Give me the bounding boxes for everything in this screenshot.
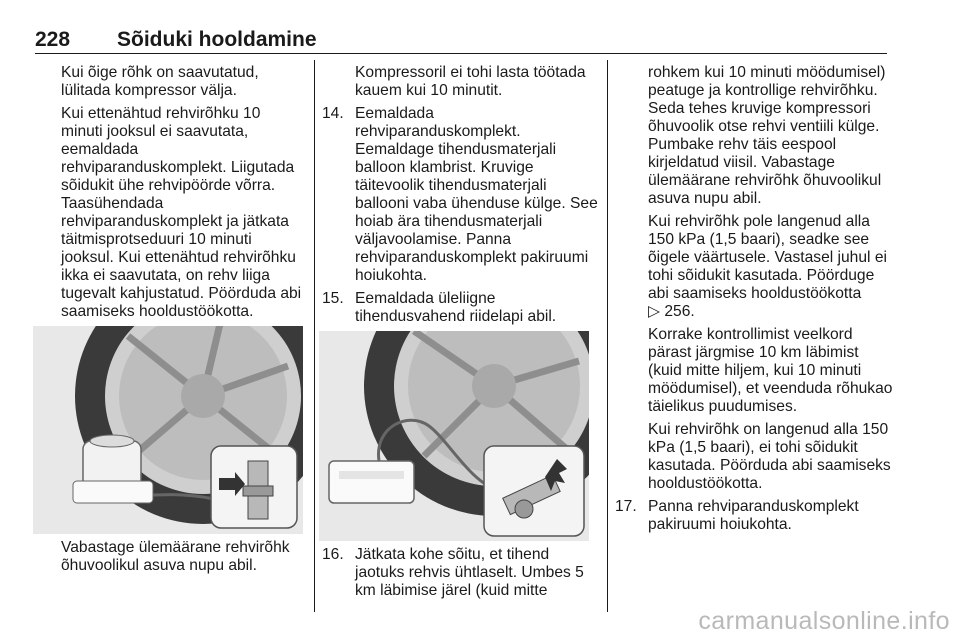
page-reference-link[interactable]: 256 [664, 303, 691, 320]
paragraph: Kui õige rõhk on saavutatud, lülitada kompressor välja. [61, 64, 259, 99]
paragraph: Vabastage ülemäärane rehvirõhk õhuvoolikul asuva nupu abil. [61, 539, 290, 574]
header-rule [35, 53, 887, 54]
page-title: Sõiduki hooldamine [117, 28, 317, 51]
list-number: 16. [322, 546, 344, 563]
column-divider-1 [314, 60, 315, 612]
paragraph: Kompressoril ei tohi lasta töötada kauem kui 10 minutit. [355, 64, 586, 99]
column-2 [322, 64, 602, 605]
page-header [35, 28, 887, 52]
triangle-reference-icon: ▷ [648, 303, 660, 320]
paragraph: Kui rehvirõhk pole langenud alla 150 kPa (1,5 baari), seadke see õigele väärtusele. Vastasel juhul ei tohi sõidukit kasutada. Pöörduge abi saamiseks hooldustöökotta ▷ 256. [648, 213, 887, 320]
list-text: Jätkata kohe sõitu, et tihend jaotuks rehvis ühtlaselt. Umbes 5 km läbimise järel (kuid mitte [355, 546, 584, 599]
list-item [322, 290, 602, 326]
list-text: Eemaldada üleliigne tihendusvahend riidelapi abil. [355, 290, 557, 325]
page-number: 228 [35, 28, 71, 51]
column-1 [61, 64, 306, 580]
list-item [322, 546, 602, 600]
list-number: 17. [615, 498, 637, 515]
paragraph: Korrake kontrollimist veelkord pärast järgmise 10 km läbimist (kuid mitte hiljem, kui 10 minuti möödumisel), et veenduda rõhukao täielikus puudumises. [648, 326, 893, 415]
pressure-release-illustration [33, 326, 303, 534]
list-item [615, 498, 893, 534]
paragraph: Kui ettenähtud rehvirõhku 10 minuti jooksul ei saavutata, eemaldada rehviparanduskomplekt. Liigutada sõidukit ühe rehvipöörde võrra. Taasühendada rehviparanduskomplekt ja jätkata täitmisprotseduuri 10 minuti jooksul. Kui ettenähtud rehvirõhku ikka ei saavutata, on rehv liiga tugevalt kahjustatud. Pöörduda abi saamiseks hooldustöökotta. [61, 105, 302, 320]
column-divider-2 [607, 60, 608, 612]
paragraph: Kui rehvirõhk on langenud alla 150 kPa (1,5 baari), ei tohi sõidukit kasutada. Pöörduda abi saamiseks hooldustöökotta. [648, 421, 891, 492]
list-text: Eemaldada rehviparanduskomplekt. Eemaldage tihendusmaterjali balloon klambrist. Kruvige täitevoolik tihendusmaterjali ballooni vaba ühenduse külge. See hoiab ära tihendusmaterjali väljavoolamise. Panna rehviparanduskomplekt pakiruumi hoiukohta. [355, 105, 598, 284]
valve-illustration [319, 331, 589, 541]
list-number: 15. [322, 290, 344, 307]
paragraph: rohkem kui 10 minuti möödumisel) peatuge ja kontrollige rehvirõhku. Seda tehes kruvige kompressori õhuvoolik otse rehvi ventiili külge. Pumbake rehv täis eespool kirjeldatud viisil. Vabastage ülemäärane rehvirõhk õhuvoolikul asuva nupu abil. [648, 64, 886, 207]
list-item [322, 105, 602, 285]
watermark: carmanualsonline.info [698, 607, 950, 635]
list-number: 14. [322, 105, 344, 122]
column-3 [615, 64, 893, 539]
list-text: Panna rehviparanduskomplekt pakiruumi hoiukohta. [648, 498, 859, 533]
